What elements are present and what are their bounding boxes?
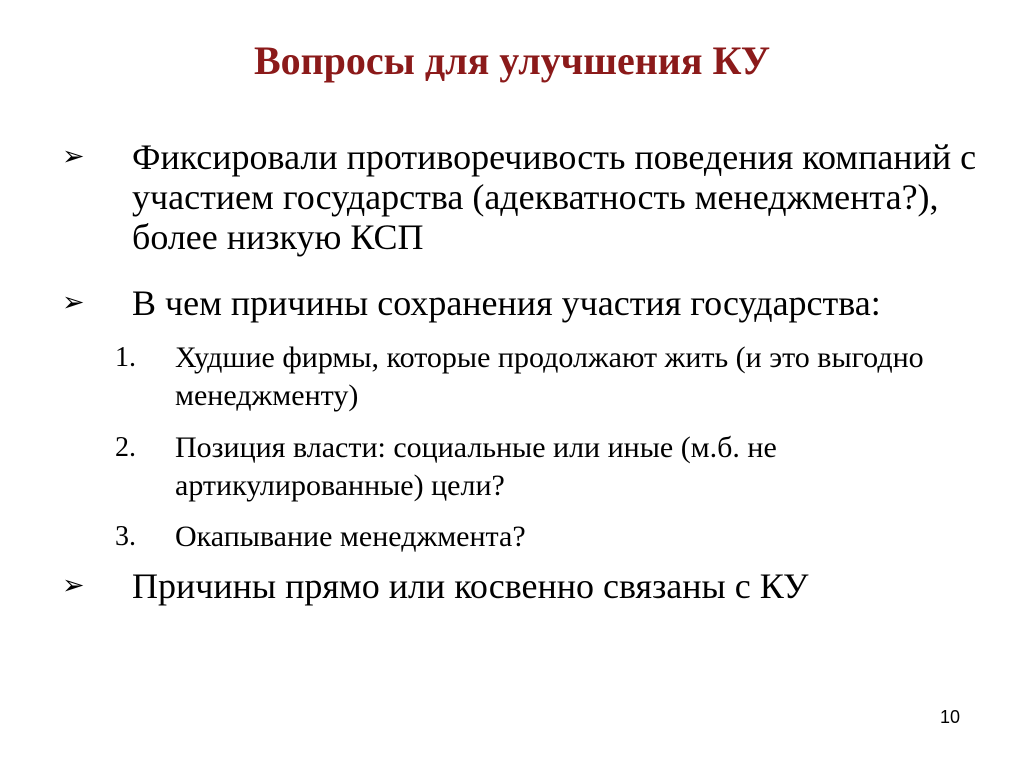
numbered-item — [115, 339, 975, 415]
bullet-text: Фиксировали противоречивость поведения компаний с участием государства (адекватность менеджмента?), более низкую КСП — [132, 137, 977, 257]
item-number: 2. — [115, 432, 136, 463]
arrow-bullet-icon: ➢ — [62, 141, 85, 172]
item-number: 3. — [115, 521, 136, 552]
arrow-bullet-icon: ➢ — [62, 570, 85, 601]
bullet-item — [62, 283, 992, 323]
bullet-item — [62, 566, 992, 606]
page-number: 10 — [940, 707, 961, 727]
bullet-text: Причины прямо или косвенно связаны с КУ — [132, 566, 809, 606]
numbered-text: Худшие фирмы, которые продолжают жить (и это выгодно менеджменту) — [175, 341, 924, 412]
arrow-bullet-icon: ➢ — [62, 287, 85, 318]
bullet-text: В чем причины сохранения участия государства: — [132, 283, 881, 323]
numbered-text: Позиция власти: социальные или иные (м.б. не артикулированные) цели? — [175, 431, 777, 502]
item-number: 1. — [115, 342, 136, 373]
numbered-item — [115, 429, 975, 505]
slide-title: Вопросы для улучшения КУ — [253, 38, 771, 83]
numbered-text: Окапывание менеджмента? — [175, 520, 526, 553]
numbered-item — [115, 518, 975, 556]
bullet-item — [62, 137, 992, 257]
